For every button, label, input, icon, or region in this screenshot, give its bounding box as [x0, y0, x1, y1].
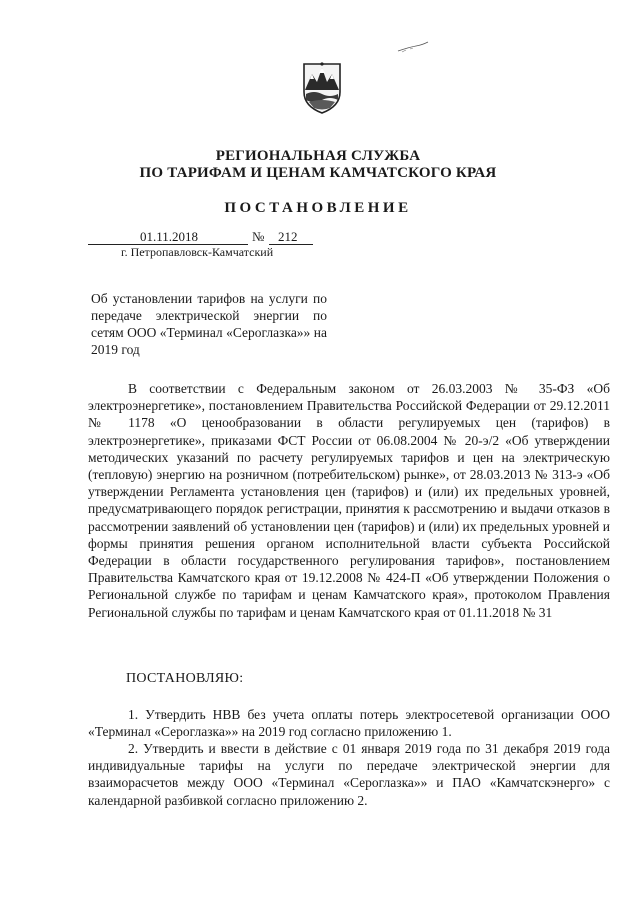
organization-name-line1: РЕГИОНАЛЬНАЯ СЛУЖБА [215, 148, 421, 164]
document-subject: Об установлении тарифов на услуги по передаче электрической энергии по сетям ООО «Терминал «Сероглазка»» на 2019 год [91, 291, 327, 357]
city-name: г. Петропавловск-Камчатский [121, 245, 274, 259]
handwritten-mark-icon [396, 40, 430, 54]
document-date: 01.11.2018 [140, 229, 199, 244]
document-type-title: ПОСТАНОВЛЕНИЕ [224, 200, 412, 216]
resolution-item-2: 2. Утвердить и ввести в действие с 01 января 2019 года по 31 декабря 2019 года индивидуальные тарифы на услуги по передаче электрической энергии для взаиморасчетов между ООО «Терминал «Сероглазка»» и ПАО «Камчатскэнерго» с календарной разбивкой согласно приложению 2. [88, 741, 610, 808]
document-number: 212 [278, 229, 298, 244]
resolve-heading: ПОСТАНОВЛЯЮ: [126, 671, 244, 686]
kamchatka-coat-of-arms-icon [300, 60, 344, 114]
date-number-row [88, 229, 338, 245]
organization-name-line2: ПО ТАРИФАМ И ЦЕНАМ КАМЧАТСКОГО КРАЯ [139, 165, 497, 181]
resolution-item-1: 1. Утвердить НВВ без учета оплаты потерь электросетевой организации ООО «Терминал «Сероглазка»» на 2019 год согласно приложению 1. [88, 707, 610, 740]
preamble-paragraph: В соответствии с Федеральным законом от 26.03.2003 № 35-ФЗ «Об электроэнергетике», постановлением Правительства Российской Федерации от 29.12.2011 № 1178 «О ценообразовании в области регулируемых цен (тарифов) в электроэнергетике», приказами ФСТ России от 06.08.2004 № 20-э/2 «Об утверждении методических указаний по расчету регулируемых тарифов и цен на электрическую (тепловую) энергию на розничном (потребительском) рынке», от 28.03.2013 № 313-э «Об утверждении Регламента установления цен (тарифов) и (или) их предельных уровней, предусматривающего порядок регистрации, принятия к рассмотрению и выдачи отказов в рассмотрении заявлений об установлении цен (тарифов) и (или) их предельных уровней и формы принятия решения органом исполнительной власти субъекта Российской Федерации в области государственного регулирования тарифов», постановлением Правительства Камчатского края от 19.12.2008 № 424-П «Об утверждении Положения о Региональной службе по тарифам и ценам Камчатского края», протоколом Правления Региональной службы по тарифам и ценам Камчатского края от 01.11.2018 № 31 [88, 381, 610, 620]
number-underline [269, 244, 313, 245]
number-sign: № [252, 229, 265, 244]
